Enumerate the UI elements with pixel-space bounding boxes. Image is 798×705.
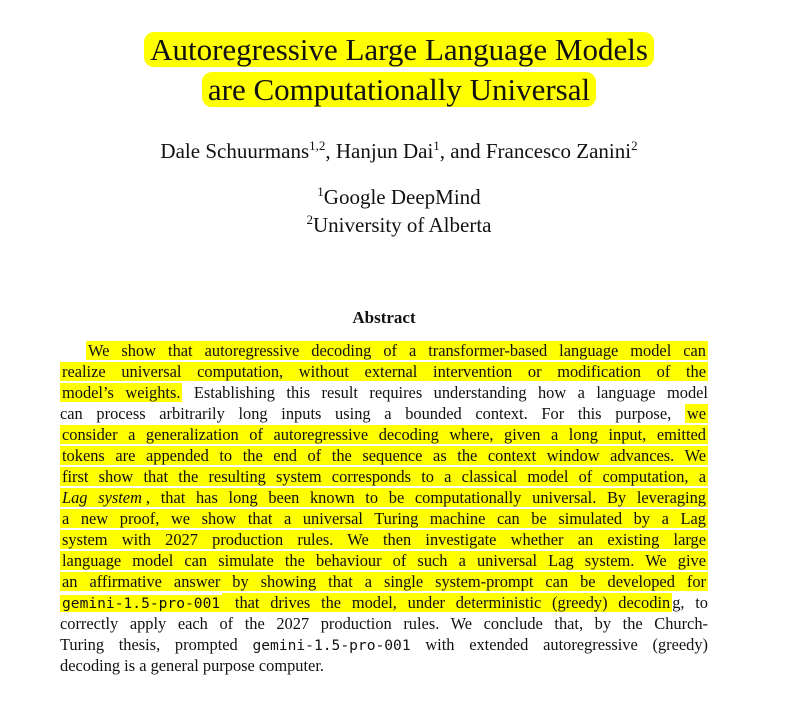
abstract-line xyxy=(60,655,708,676)
abstract-line xyxy=(60,550,708,571)
author-affil-sup: 2 xyxy=(631,138,638,153)
abstract-line xyxy=(60,403,708,424)
highlighted-text: model’s weights. xyxy=(62,383,181,402)
highlighted-text: language model can simulate the behaviour of such a universal Lag system. We give xyxy=(62,551,706,570)
affiliation-name: Google DeepMind xyxy=(323,185,481,209)
highlighted-text: that drives the model, under deterministic (greedy) decodin xyxy=(224,593,671,612)
author-name: Hanjun Dai xyxy=(335,139,434,163)
affiliation-list xyxy=(0,183,798,239)
abstract-line xyxy=(60,529,708,550)
highlighted-text: consider a generalization of autoregressive decoding where, given a long input, emitted xyxy=(62,425,706,444)
abstract-line xyxy=(60,424,708,445)
abstract-line xyxy=(60,361,708,382)
highlighted-text: , that has long been known to be computationally universal. By leveraging xyxy=(145,488,706,507)
author-affil-sup: 1,2 xyxy=(309,138,326,153)
affiliation-sup: 2 xyxy=(306,212,314,227)
highlighted-text: realize universal computation, without external intervention or modification of the xyxy=(62,362,706,381)
abstract-line xyxy=(60,508,708,529)
abstract-text: with extended autoregressive (greedy) xyxy=(410,635,708,654)
abstract-text: Establishing this result requires understanding how a language model xyxy=(182,383,708,402)
abstract-text: g, to xyxy=(672,593,708,612)
abstract-line xyxy=(60,487,708,508)
author-name: Francesco Zanini xyxy=(485,139,632,163)
abstract-line xyxy=(60,613,708,634)
author-list xyxy=(0,137,798,165)
paper-title xyxy=(0,30,798,110)
highlighted-text: tokens are appended to the end of the sequence as the context window advances. We xyxy=(62,446,706,465)
abstract-text: Turing thesis, prompted xyxy=(60,635,253,654)
author-name: Dale Schuurmans xyxy=(160,139,310,163)
abstract-line xyxy=(60,340,708,361)
affiliation-sup: 1 xyxy=(317,184,324,199)
abstract-body xyxy=(60,340,708,676)
abstract-line xyxy=(60,592,708,613)
author-separator: , and xyxy=(439,139,486,163)
abstract-text: decoding is a general purpose computer. xyxy=(60,656,324,675)
abstract-text: can process arbitrarily long inputs using a bounded context. For this purpose, xyxy=(60,404,685,423)
affiliation-name: University of Alberta xyxy=(313,213,492,237)
highlighted-text: We show that autoregressive decoding of a transformer-based language model can xyxy=(88,341,706,360)
abstract-line xyxy=(60,571,708,592)
title-line-1: Autoregressive Large Language Models xyxy=(144,32,654,67)
abstract-line xyxy=(60,382,708,403)
affiliation xyxy=(0,211,798,239)
abstract-heading: Abstract xyxy=(352,308,416,327)
abstract-line xyxy=(60,634,708,655)
highlighted-text: Lag system xyxy=(62,488,142,507)
title-line-2: are Computationally Universal xyxy=(202,72,596,107)
abstract-line xyxy=(60,445,708,466)
highlighted-text: an affirmative answer by showing that a single system-prompt can be developed for xyxy=(62,572,706,591)
highlighted-text: we xyxy=(686,404,706,423)
highlighted-text: a new proof, we show that a universal Turing machine can be simulated by a Lag xyxy=(62,509,706,528)
abstract-line xyxy=(60,466,708,487)
author-separator: , xyxy=(325,139,336,163)
model-name-code: gemini-1.5-pro-001 xyxy=(252,637,411,654)
highlighted-text: system with 2027 production rules. We then investigate whether an existing large xyxy=(62,530,706,549)
abstract-text: correctly apply each of the 2027 production rules. We conclude that, by the Church- xyxy=(60,614,708,633)
model-name-code: gemini-1.5-pro-001 xyxy=(62,595,221,612)
affiliation xyxy=(0,183,798,211)
highlighted-text: first show that the resulting system corresponds to a classical model of computation, a xyxy=(62,467,706,486)
author-affil-sup: 1 xyxy=(433,138,440,153)
